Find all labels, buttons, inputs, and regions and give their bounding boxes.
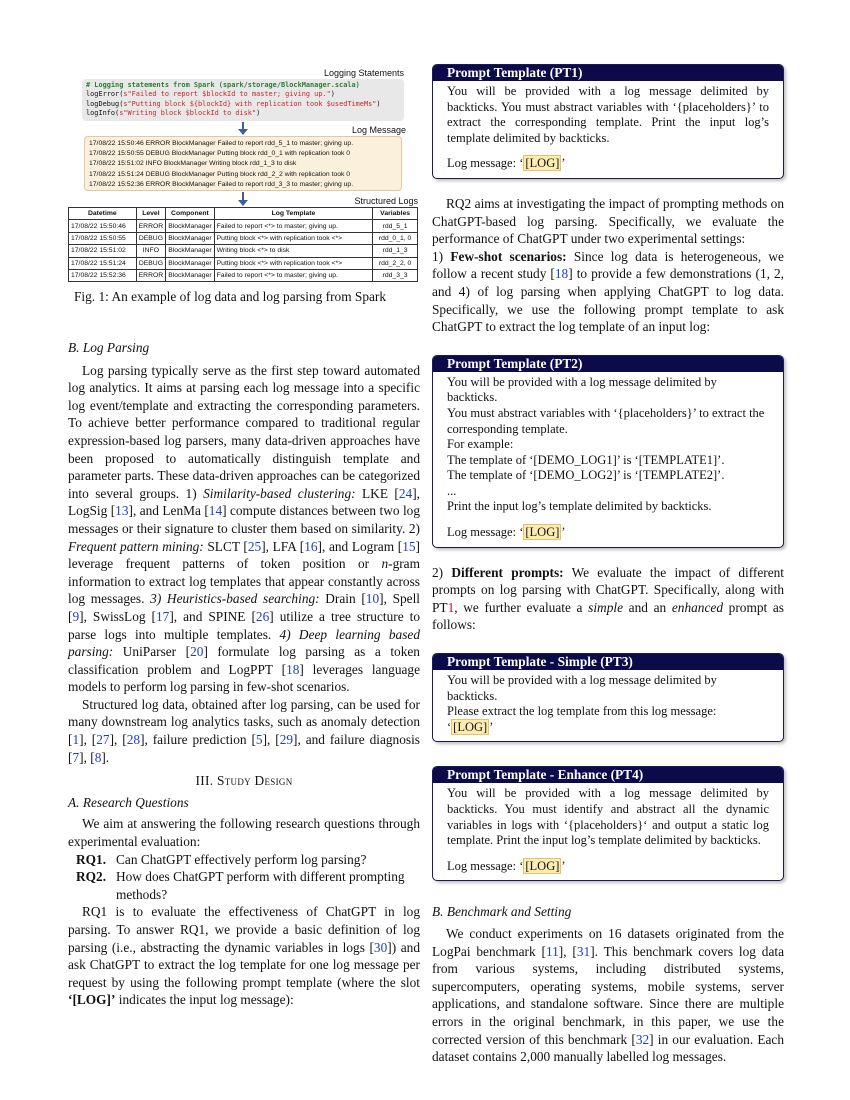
- citation-link[interactable]: 11: [545, 943, 559, 959]
- prompt-body: You will be provided with a log message delimited by backticks. You must abstract variables with ‘{placeholders}’ to extract the corresponding template. Print the input log’s template delimited by backticks. Log message: ‘ [LOG] ’: [447, 84, 769, 171]
- list-item: RQ2. How does ChatGPT perform with different prompting methods?: [76, 869, 405, 902]
- prompt-title: Prompt Template - Simple (PT3): [433, 654, 783, 670]
- code-line: logError(s"Failed to report $blockId to master; giving up."): [86, 90, 335, 99]
- few-shot-paragraph: 1) Few-shot scenarios: Since log data is heterogeneous, we follow a recent study [18] to provide a few demonstrations (1, 2, and 4) of log parsing when applying ChatGPT to log data. Specifically, we use the following prompt template to ask ChatGPT to extract the log template of an input log:: [432, 248, 784, 335]
- cell-level: DEBUG: [136, 257, 166, 269]
- citation-link[interactable]: 1: [72, 732, 80, 748]
- prompt-template-pt3: [432, 653, 784, 742]
- citation-link[interactable]: 31: [576, 943, 591, 959]
- table-header-row: [69, 208, 418, 220]
- structured-logs-table: [68, 207, 418, 282]
- log-message-line: 17/08/22 15:51:02 INFO BlockManager Writing block rdd_1_3 to disk: [89, 160, 297, 168]
- column-header: Component: [166, 208, 214, 220]
- figure-caption: Fig. 1: An example of log data and log parsing from Spark: [74, 289, 387, 304]
- column-header: Variables: [373, 208, 418, 220]
- cell-datetime: 17/08/22 15:51:24: [69, 257, 137, 269]
- cell-variables: rdd_1_3: [373, 245, 418, 257]
- column-header: Log Template: [214, 208, 373, 220]
- citation-link[interactable]: 24: [398, 485, 413, 501]
- logging-statements-label: Logging Statements: [323, 68, 404, 78]
- section-heading-log-parsing: B. Log Parsing: [68, 340, 150, 355]
- cell-level: ERROR: [136, 269, 166, 281]
- citation-link[interactable]: 16: [304, 538, 318, 554]
- citation-link[interactable]: 18: [554, 266, 569, 282]
- citation-link[interactable]: 17: [156, 608, 170, 624]
- cell-template: Failed to report <*> to master; giving up.: [214, 220, 373, 232]
- list-item: RQ1. Can ChatGPT effectively perform log parsing?: [76, 851, 367, 867]
- log-message-line: 17/08/22 15:52:36 ERROR BlockManager Failed to report rdd_3_3 to master; giving up.: [89, 180, 354, 188]
- prompt-template-pt4: [432, 766, 784, 881]
- down-arrow-icon: [242, 192, 244, 201]
- citation-link[interactable]: 15: [402, 538, 416, 554]
- section-heading-study-design: III. Study Design: [195, 773, 293, 789]
- cell-variables: rdd_3_3: [373, 269, 418, 281]
- citation-link[interactable]: 27: [96, 732, 110, 748]
- cell-datetime: 17/08/22 15:51:02: [69, 245, 137, 257]
- cell-template: Putting block <*> with replication took <*>: [214, 257, 373, 269]
- log-parsing-paragraph-2: Structured log data, obtained after log parsing, can be used for many downstream log analytics tasks, such as anomaly detection [1], [27], [28], failure prediction [5], [29], and failure diagnosis [7], [8].: [68, 696, 420, 765]
- table-row: [69, 232, 418, 244]
- log-parsing-paragraph-1: Log parsing typically serve as the first step toward automated log analytics. It aims at parsing each log message into a specific log event/template and extracting the corresponding parameters. To achieve better performance compared to traditional regular expression-based log parsers, many data-driven approaches have been proposed to automatically distinguish template and parameter parts. These data-driven approaches can be categorized into several groups. 1) Similarity-based clustering: LKE [24], LogSig [13], and LenMa [14] compute distances between two log messages or their signature to cluster them based on similarity. 2) Frequent pattern mining: SLCT [25], LFA [16], and Logram [15] leverage frequent patterns of token position or n-gram information to extract log templates that appear constantly across log messages. 3) Heuristics-based searching: Drain [10], Spell [9], SwissLog [17], and SPINE [26] utilize a tree structure to parse logs into multiple templates. 4) Deep learning based parsing: UniParser [20] formulate log parsing as a token classification problem and LogPPT [18] leverages language models to perform log parsing in few-shot scenarios.: [68, 362, 421, 695]
- right-column: [432, 64, 784, 1066]
- citation-link[interactable]: 8: [94, 749, 102, 765]
- log-slot: [LOG]: [525, 156, 560, 171]
- table-row: [69, 257, 418, 269]
- prompt-body: You will be provided with a log message delimited by backticks. You must identify and abstract all the dynamic variables in logs with ‘{placeholders}‘ and output a static log template. Print the input log’s template delimited by backticks. Log message: ‘ [LOG] ’: [447, 786, 769, 873]
- prompt-body: You will be provided with a log message delimited by backticks. Please extract the log template from this log message: ‘ [LOG] ’: [447, 673, 717, 734]
- prompt-body: You will be provided with a log message delimited by backticks. You must abstract variables with ‘{placeholders}’ to extract the corresponding template. For example: The template of ‘[DEMO_LOG1]’ is ‘[TEMPLATE1]’. The template of ‘[DEMO_LOG2]’ is ‘[TEMPLATE2]’. ... Print the input log’s template delimited by backticks. Log message: ‘ [LOG] ’: [447, 374, 765, 540]
- cell-datetime: 17/08/22 15:50:46: [69, 220, 137, 232]
- citation-link[interactable]: 14: [208, 503, 223, 519]
- prompt-template-pt1: [432, 64, 784, 179]
- citation-link[interactable]: 13: [115, 503, 129, 519]
- cell-component: BlockManager: [166, 269, 214, 281]
- cell-template: Failed to report <*> to master; giving up.: [214, 269, 373, 281]
- cell-datetime: 17/08/22 15:50:55: [69, 232, 137, 244]
- prompt-title: Prompt Template (PT2): [433, 356, 783, 372]
- prompt-title: Prompt Template - Enhance (PT4): [433, 767, 783, 783]
- column-header: Datetime: [69, 208, 137, 220]
- citation-link[interactable]: 32: [635, 1031, 650, 1047]
- cell-level: INFO: [136, 245, 166, 257]
- rq-intro: We aim at answering the following research questions through experimental evaluation:: [68, 816, 420, 850]
- citation-link[interactable]: 30: [373, 939, 388, 955]
- cell-variables: rdd_2_2, 0: [373, 257, 418, 269]
- log-slot: [LOG]: [453, 719, 488, 734]
- different-prompts-paragraph: 2) Different prompts: We evaluate the impact of different prompts on log parsing with ChatGPT. Specifically, along with PT1, we further evaluate a simple and an enhanced prompt as follows:: [432, 564, 785, 633]
- cell-component: BlockManager: [166, 232, 214, 244]
- cell-level: ERROR: [136, 220, 166, 232]
- cell-level: DEBUG: [136, 232, 166, 244]
- citation-link[interactable]: 20: [190, 644, 204, 660]
- code-line: logDebug(s"Putting block ${blockId} with replication took $usedTimeMs"): [86, 99, 381, 108]
- left-column: [68, 62, 420, 1009]
- subsection-heading-research-questions: A. Research Questions: [68, 794, 189, 810]
- column-header: Level: [136, 208, 166, 220]
- cell-component: BlockManager: [166, 220, 214, 232]
- rq1-paragraph: RQ1 is to evaluate the effectiveness of ChatGPT in log parsing. To answer RQ1, we provide a basic definition of log parsing (i.e., abstracting the dynamic variables in logs [30]) and ask ChatGPT to extract the log template for one log message per request by using the following prompt template (where the slot ‘[LOG]’ indicates the input log message):: [68, 904, 420, 1008]
- research-question-list: [68, 851, 420, 904]
- subsection-heading-benchmark: B. Benchmark and Setting: [432, 904, 572, 920]
- cell-template: Putting block <*> with replication took <*>: [214, 232, 373, 244]
- citation-link[interactable]: 5: [255, 732, 263, 748]
- reference-link[interactable]: 1: [447, 599, 455, 615]
- prompt-template-pt2: [432, 355, 784, 548]
- citation-link[interactable]: 25: [247, 538, 262, 554]
- log-message-line: 17/08/22 15:51:24 DEBUG BlockManager Putting block rdd_2_2 with replication took 0: [89, 170, 351, 178]
- prompt-title: Prompt Template (PT1): [433, 65, 783, 81]
- down-arrow-icon: [242, 122, 244, 130]
- citation-link[interactable]: 10: [365, 591, 380, 607]
- table-row: [69, 220, 418, 232]
- table-row: [69, 269, 418, 281]
- citation-link[interactable]: 7: [72, 749, 80, 765]
- rq2-intro: RQ2 aims at investigating the impact of prompting methods on ChatGPT-based log parsing. Specifically, we evaluate the performance of ChatGPT under two experimental settings:: [432, 195, 784, 247]
- cell-template: Writing block <*> to disk: [214, 245, 373, 257]
- log-message-label: Log Message: [351, 125, 406, 135]
- log-message-line: 17/08/22 15:50:46 ERROR BlockManager Failed to report rdd_5_1 to master; giving up.: [89, 140, 354, 147]
- code-comment: # Logging statements from Spark (spark/storage/BlockManager.scala): [86, 81, 360, 89]
- code-line: logInfo(s"Writing block $blockId to disk"): [86, 109, 261, 118]
- structured-logs-label: Structured Logs: [354, 196, 418, 206]
- cell-datetime: 17/08/22 15:52:36: [69, 269, 137, 281]
- code-snippet: [82, 79, 404, 121]
- cell-component: BlockManager: [166, 245, 214, 257]
- figure-1: [68, 62, 420, 307]
- cell-component: BlockManager: [166, 257, 214, 269]
- citation-link[interactable]: 29: [279, 732, 294, 748]
- log-slot: [LOG]: [525, 858, 560, 873]
- cell-variables: rdd_0_1, 0: [373, 232, 418, 244]
- benchmark-paragraph: We conduct experiments on 16 datasets originated from the LogPai benchmark [11], [31]. This benchmark covers log data from various systems, including distributed systems, supercomputers, operating systems, mobile systems, server applications, and standalone software. Since there are multiple errors in the original benchmark, in this paper, we use the corrected version of this benchmark [32] in our evaluation. Each dataset contains 2,000 manually labelled log messages.: [432, 925, 784, 1065]
- log-messages-box: [84, 136, 402, 191]
- table-row: [69, 245, 418, 257]
- citation-link[interactable]: 26: [255, 608, 270, 624]
- log-message-line: 17/08/22 15:50:55 DEBUG BlockManager Putting block rdd_0_1 with replication took 0: [89, 150, 351, 158]
- citation-link[interactable]: 18: [286, 661, 300, 677]
- log-slot: [LOG]: [525, 525, 560, 540]
- citation-link[interactable]: 9: [72, 608, 80, 624]
- citation-link[interactable]: 28: [126, 732, 141, 748]
- cell-variables: rdd_5_1: [373, 220, 418, 232]
